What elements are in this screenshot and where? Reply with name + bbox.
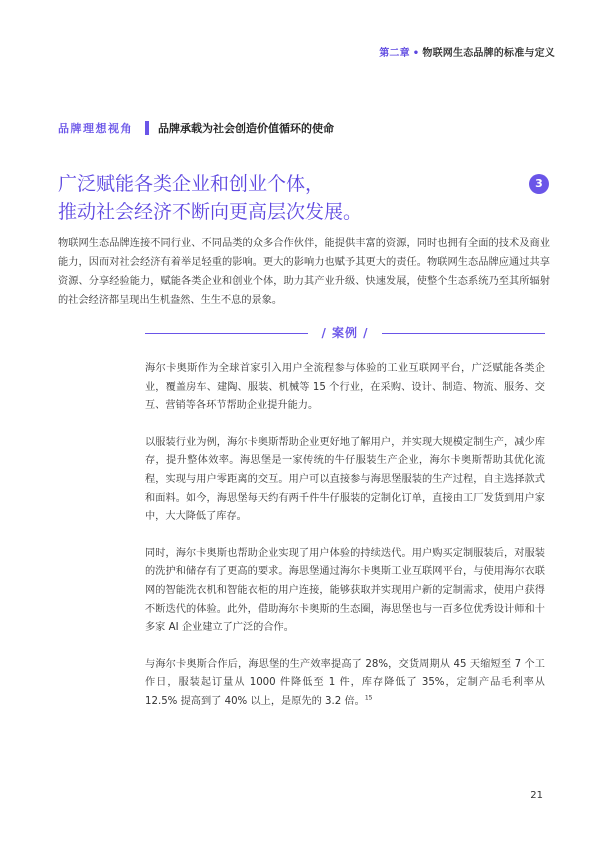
case-divider-line-right <box>382 333 545 334</box>
case-divider-line-left <box>145 333 308 334</box>
item-number-badge: 3 <box>529 174 549 194</box>
case-paragraph-2: 以服装行业为例，海尔卡奥斯帮助企业更好地了解用户，并实现大规模定制生产，减少库存，提升整体效率。海思堡是一家传统的牛仔服装生产企业，海尔卡奥斯帮助其优化流程，实现与用户零距离的交互。用户可以直接参与海思堡服装的生产过程，自主选择款式和面料。如今，海思堡每天约有两千件牛仔服装的定制化订单，直接由工厂发货到用户家中，大大降低了库存。 <box>145 436 545 523</box>
case-paragraph-3: 同时，海尔卡奥斯也帮助企业实现了用户体验的持续迭代。用户购买定制服装后，对服装的洗护和储存有了更高的要求。海思堡通过海尔卡奥斯工业互联网平台，与使用海尔衣联网的智能洗衣机和智能衣柜的用户连接，能够获取并实现用户新的定制需求，使用户获得不断迭代的体验。此外，借助海尔卡奥斯的生态圈，海思堡也与一百多位优秀设计师和十多家 AI 企业建立了广泛的合作。 <box>145 547 545 634</box>
footnote-marker: 15 <box>364 694 373 702</box>
intro-paragraph: 物联网生态品牌连接不同行业、不同品类的众多合作伙伴，能提供丰富的资源，同时也拥有全面的技术及商业能力，因而对社会经济有着举足轻重的影响。更大的影响力也赋予其更大的责任。物联网生态品牌应通过共享资源、分享经验能力，赋能各类企业和创业个体，助力其产业升级、快速发展，使整个生态系统乃至其所辐射的社会经济都呈现出生机盎然、生生不息的景象。 <box>58 238 550 306</box>
chapter-header <box>379 44 555 59</box>
section-tag: 品牌理想视角 <box>58 122 133 135</box>
chapter-separator: • <box>412 48 420 59</box>
case-divider <box>145 322 545 346</box>
section-divider-bar <box>145 121 149 135</box>
case-label: / 案例 / <box>321 326 369 340</box>
case-paragraph-4-text: 与海尔卡奥斯合作后，海思堡的生产效率提高了 28%，交货周期从 45 天缩短至 7 个工作日，服装起订量从 1000 件降低至 1 件，库存降低了 35%，定制产品毛利率从 12.5% 提高到了 40% 以上，是原先的 3.2 倍。 <box>145 658 545 707</box>
page-number: 21 <box>530 790 543 801</box>
section-title: 品牌承载为社会创造价值循环的使命 <box>158 122 334 135</box>
page-headline <box>58 170 362 226</box>
case-body <box>145 360 545 730</box>
headline-line-2: 推动社会经济不断向更高层次发展。 <box>58 201 363 223</box>
case-paragraph-4 <box>145 656 545 712</box>
chapter-title: 物联网生态品牌的标准与定义 <box>422 48 555 59</box>
case-paragraph-1: 海尔卡奥斯作为全球首家引入用户全流程参与体验的工业互联网平台，广泛赋能各类企业，覆盖房车、建陶、服装、机械等 15 个行业，在采购、设计、制造、物流、服务、交互、营销等各环节帮助企业提升能力。 <box>145 363 545 412</box>
chapter-number: 第二章 <box>379 48 410 59</box>
headline-line-1: 广泛赋能各类企业和创业个体， <box>58 173 325 195</box>
